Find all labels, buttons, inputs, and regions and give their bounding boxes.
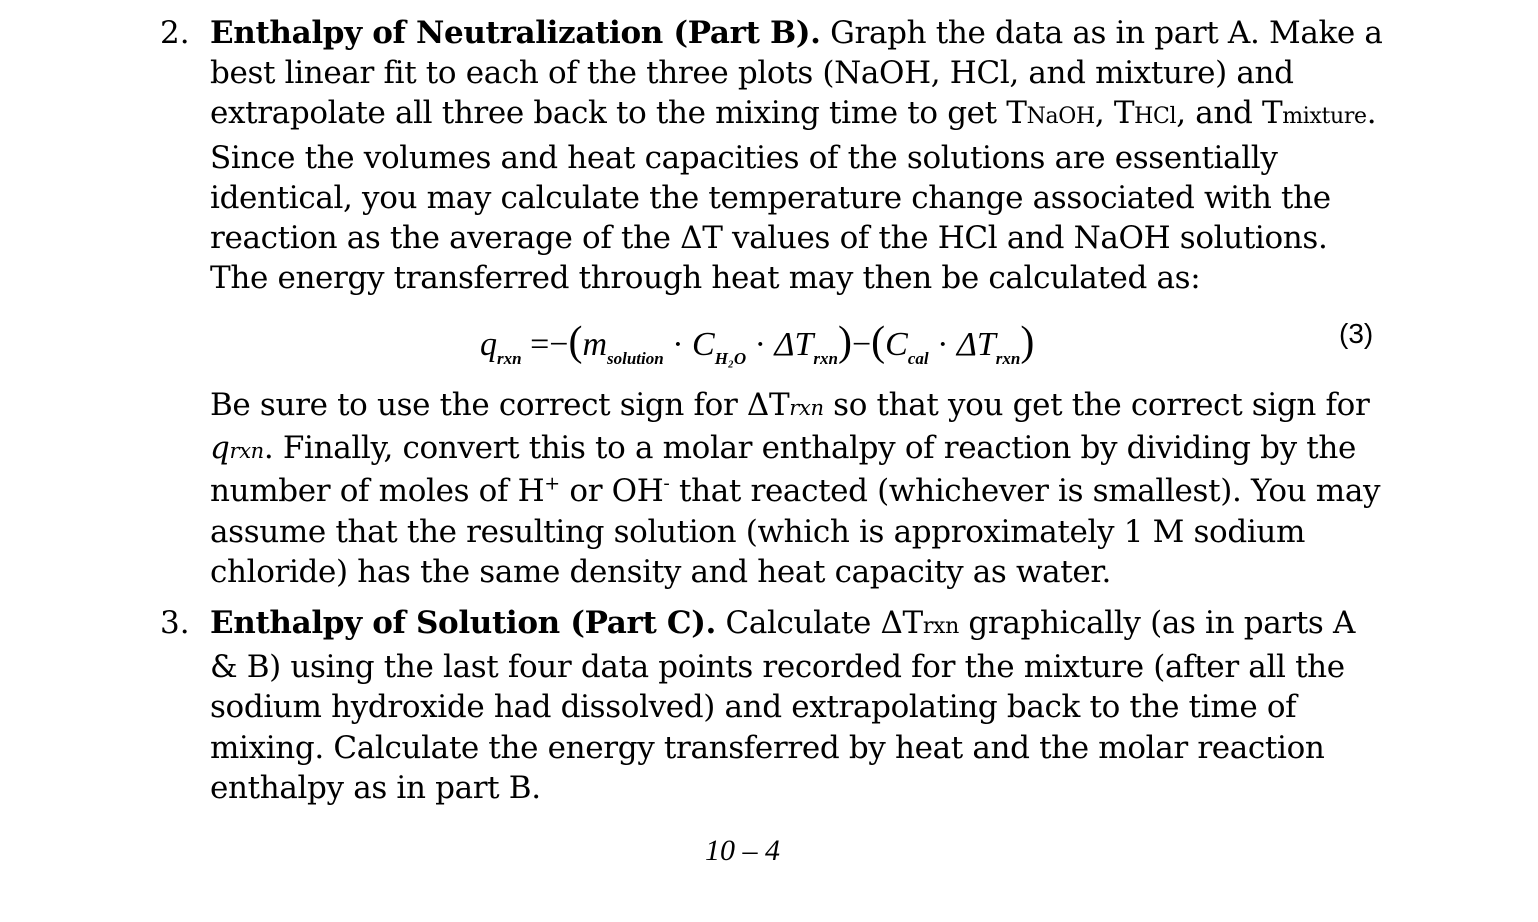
item-heading: Enthalpy of Solution (Part C). bbox=[210, 605, 716, 641]
item-heading: Enthalpy of Neutralization (Part B). bbox=[210, 15, 821, 51]
item-number: 2. bbox=[160, 15, 190, 51]
item-number: 3. bbox=[160, 605, 190, 641]
enthalpy-equation: $q_{rxn} =-(m_{solution} \cdot C_{H_2O} \cdot \Delta T_{rxn})-(C_{cal} \cdot \Delta T_{rxn})$ bbox=[480, 319, 1035, 368]
equation-number: (3) bbox=[1339, 318, 1374, 349]
item-3-paragraph: Enthalpy of Solution (Part C). Calculate ΔTrxn graphically (as in parts A & B) using the last four data points recorded for the mixture (after all the sodium hydroxide had dissolved) and extrapolating back to the time of mixing. Calculate the energy transferred by heat and the molar reaction enthalpy as in part B. bbox=[210, 605, 1356, 806]
page-number: 10 – 4 bbox=[705, 834, 780, 867]
item-2-paragraph-1: Enthalpy of Neutralization (Part B). Graph the data as in part A. Make a best linear fit to each of the three plots (NaOH, HCl, and mixture) and extrapolate all three back to the mixing time to get TNaOH, THCl, and Tmixture. Since the volumes and heat capacities of the solutions are essentially identical, you may calculate the temperature change associated with the reaction as the average of the ΔT values of the HCl and NaOH solutions. The energy transferred through heat may then be calculated as: bbox=[210, 15, 1383, 297]
item-2-paragraph-2: Be sure to use the correct sign for ΔTrxn so that you get the correct sign for qrxn. Finally, convert this to a molar enthalpy of reaction by dividing by the number of moles of H+ or OH- that reacted (whichever is smallest). You may assume that the resulting solution (which is approximately 1 M sodium chloride) has the same density and heat capacity as water. bbox=[210, 387, 1381, 590]
